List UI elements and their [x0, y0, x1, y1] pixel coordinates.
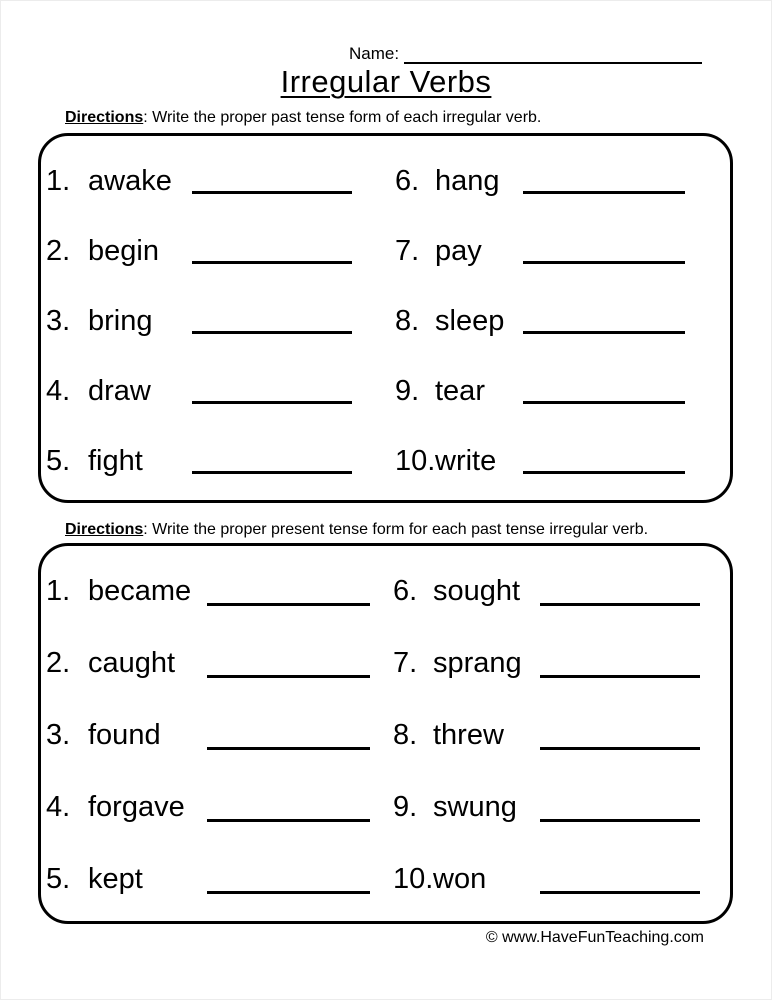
verb-word: tear: [435, 374, 485, 407]
verb-item: [41, 647, 393, 680]
answer-blank[interactable]: [192, 191, 352, 194]
item-number: 6.: [393, 575, 418, 608]
verb-item: [41, 165, 395, 198]
verb-word: caught: [88, 647, 176, 680]
item-number: 2.: [46, 647, 71, 680]
answer-blank[interactable]: [523, 401, 685, 404]
item-number: 9.: [395, 374, 420, 407]
answer-blank[interactable]: [207, 675, 370, 678]
item-number: 10.: [393, 862, 434, 895]
answer-blank[interactable]: [207, 747, 370, 750]
item-number: 8.: [395, 304, 420, 337]
name-blank-line[interactable]: [404, 44, 702, 64]
answer-blank[interactable]: [207, 891, 370, 894]
verb-item: [393, 647, 730, 680]
verb-word: pay: [435, 234, 482, 267]
directions-1: [65, 108, 541, 127]
name-label: Name:: [349, 44, 400, 63]
directions-1-text: : Write the proper past tense form of each irregular verb.: [143, 109, 542, 126]
name-row: [349, 44, 702, 64]
verb-word: threw: [433, 718, 504, 751]
item-number: 7.: [393, 647, 418, 680]
page-title: Irregular Verbs: [280, 64, 492, 99]
item-number: 1.: [46, 575, 71, 608]
worksheet-box-past-tense: [38, 133, 733, 503]
verb-row: [41, 843, 730, 915]
verb-word: sought: [433, 575, 521, 608]
verb-row: [41, 286, 730, 356]
verb-item: [41, 575, 393, 608]
item-number: 4.: [46, 790, 71, 823]
verb-row: [41, 146, 730, 216]
answer-blank[interactable]: [207, 603, 370, 606]
answer-blank[interactable]: [523, 471, 685, 474]
verb-item: [395, 445, 730, 478]
item-number: 9.: [393, 790, 418, 823]
answer-blank[interactable]: [523, 191, 685, 194]
answer-blank[interactable]: [192, 261, 352, 264]
directions-1-label: Directions: [65, 109, 144, 126]
directions-2-text: : Write the proper present tense form for each past tense irregular verb.: [143, 521, 649, 538]
item-number: 6.: [395, 164, 420, 197]
verb-item: [393, 791, 730, 824]
verb-row: [41, 628, 730, 700]
item-number: 5.: [46, 444, 71, 477]
answer-blank[interactable]: [540, 891, 700, 894]
answer-blank[interactable]: [192, 471, 352, 474]
verb-item: [395, 305, 730, 338]
verb-item: [41, 863, 393, 896]
verb-item: [395, 375, 730, 408]
footer-credit: © www.HaveFunTeaching.com: [485, 929, 704, 946]
verb-word: kept: [88, 862, 143, 895]
verb-word: hang: [435, 164, 500, 197]
answer-blank[interactable]: [207, 819, 370, 822]
directions-2-label: Directions: [65, 521, 144, 538]
verb-word: begin: [88, 234, 159, 267]
verb-word: won: [433, 862, 487, 895]
item-number: 1.: [46, 164, 71, 197]
verb-word: fight: [88, 444, 143, 477]
answer-blank[interactable]: [540, 603, 700, 606]
answer-blank[interactable]: [540, 747, 700, 750]
verb-item: [41, 719, 393, 752]
verb-word: write: [435, 444, 497, 477]
verb-row: [41, 556, 730, 628]
verb-word: swung: [433, 790, 517, 823]
verb-row: [41, 356, 730, 426]
verb-word: draw: [88, 374, 151, 407]
verb-item: [395, 235, 730, 268]
verb-word: sleep: [435, 304, 505, 337]
item-number: 3.: [46, 718, 71, 751]
verb-row: [41, 771, 730, 843]
verb-word: forgave: [88, 790, 185, 823]
verb-word: sprang: [433, 647, 522, 680]
item-number: 2.: [46, 234, 71, 267]
verb-item: [395, 165, 730, 198]
verb-item: [41, 375, 395, 408]
verb-row: [41, 700, 730, 772]
verb-item: [41, 791, 393, 824]
verb-row: [41, 426, 730, 496]
item-number: 7.: [395, 234, 420, 267]
verb-row: [41, 216, 730, 286]
verb-word: bring: [88, 304, 153, 337]
answer-blank[interactable]: [540, 819, 700, 822]
item-number: 3.: [46, 304, 71, 337]
answer-blank[interactable]: [192, 331, 352, 334]
verb-word: awake: [88, 164, 172, 197]
directions-2: [65, 520, 648, 539]
verb-item: [393, 719, 730, 752]
answer-blank[interactable]: [523, 261, 685, 264]
verb-word: became: [88, 575, 192, 608]
verb-item: [41, 235, 395, 268]
item-number: 10.: [395, 444, 436, 477]
verb-item: [41, 305, 395, 338]
verb-word: found: [88, 718, 161, 751]
answer-blank[interactable]: [540, 675, 700, 678]
verb-item: [41, 445, 395, 478]
item-number: 5.: [46, 862, 71, 895]
answer-blank[interactable]: [523, 331, 685, 334]
verb-item: [393, 575, 730, 608]
item-number: 8.: [393, 718, 418, 751]
item-number: 4.: [46, 374, 71, 407]
worksheet-box-present-tense: [38, 543, 733, 924]
answer-blank[interactable]: [192, 401, 352, 404]
verb-item: [393, 863, 730, 896]
